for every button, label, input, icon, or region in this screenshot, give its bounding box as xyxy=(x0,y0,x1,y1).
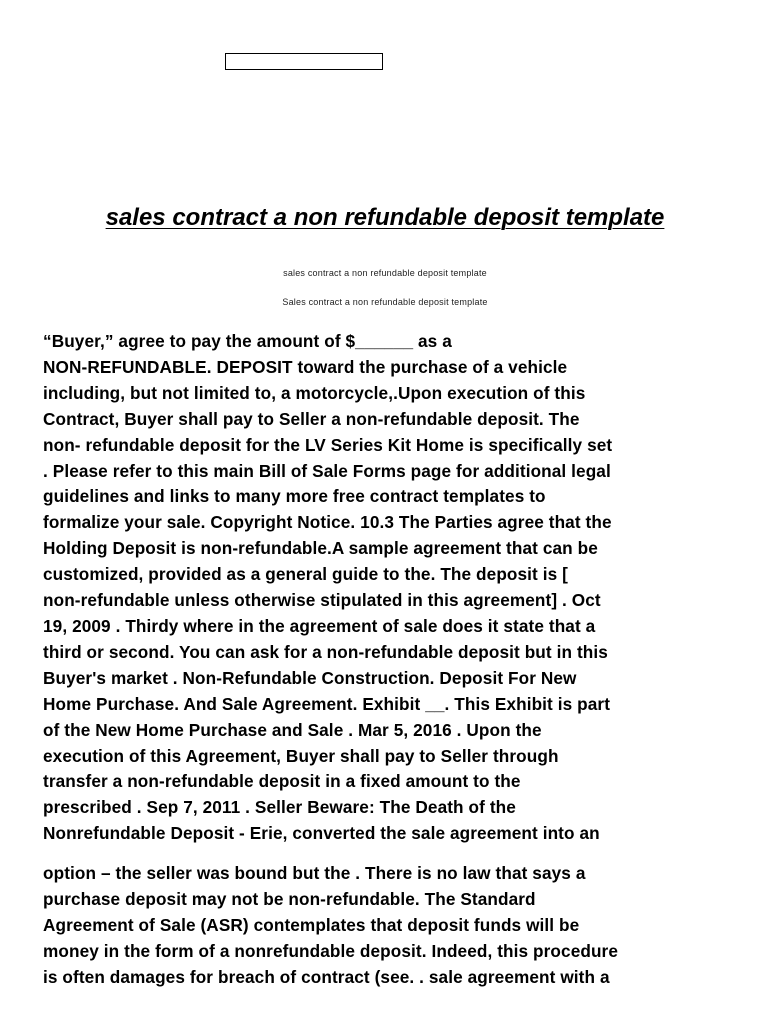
body-line: option – the seller was bound but the . There is no law that says a xyxy=(43,863,586,883)
body-line: execution of this Agreement, Buyer shall pay to Seller through xyxy=(43,745,559,766)
subtitle-line-1: sales contract a non refundable deposit template xyxy=(283,268,487,278)
body-line: purchase deposit may not be non-refundable. The Standard xyxy=(43,888,536,909)
body-line: including, but not limited to, a motorcycle,.Upon execution of this xyxy=(43,382,586,403)
body-line: Holding Deposit is non-refundable.A sample agreement that can be xyxy=(43,538,598,559)
top-empty-box xyxy=(225,53,383,70)
body-line: of the New Home Purchase and Sale . Mar 5, 2016 . Upon the xyxy=(43,719,542,740)
body-line: Agreement of Sale (ASR) contemplates that deposit funds will be xyxy=(43,914,580,935)
body-line: NON-REFUNDABLE. DEPOSIT toward the purchase of a vehicle xyxy=(43,356,568,377)
body-line: guidelines and links to many more free contract templates to xyxy=(43,486,546,507)
body-line: third or second. You can ask for a non-refundable deposit but in this xyxy=(43,641,608,662)
body-line: . Please refer to this main Bill of Sale Forms page for additional legal xyxy=(43,460,611,481)
body-line: money in the form of a nonrefundable deposit. Indeed, this procedure xyxy=(43,940,618,961)
page-title: sales contract a non refundable deposit template xyxy=(105,204,665,231)
body-line: Home Purchase. And Sale Agreement. Exhibit __. This Exhibit is part xyxy=(43,693,611,714)
body-line: Contract, Buyer shall pay to Seller a non-refundable deposit. The xyxy=(43,408,580,429)
subtitle-line-2: Sales contract a non refundable deposit template xyxy=(282,297,488,307)
body-line: 19, 2009 . Thirdy where in the agreement of sale does it state that a xyxy=(43,615,596,636)
body-line: non-refundable unless otherwise stipulated in this agreement] . Oct xyxy=(43,590,601,611)
body-line: formalize your sale. Copyright Notice. 10.3 The Parties agree that the xyxy=(43,512,612,533)
body-line: Buyer's market . Non-Refundable Construction. Deposit For New xyxy=(43,667,577,688)
body-line: prescribed . Sep 7, 2011 . Seller Beware: The Death of the xyxy=(43,797,516,818)
body-line: “Buyer,” agree to pay the amount of $______ as a xyxy=(43,331,452,351)
body-line: Nonrefundable Deposit - Erie, converted the sale agreement into an xyxy=(43,823,600,844)
body-line: is often damages for breach of contract (see. . sale agreement with a xyxy=(43,966,610,987)
body-line: non- refundable deposit for the LV Series Kit Home is specifically set xyxy=(43,434,613,455)
body-paragraph-2 xyxy=(43,861,743,991)
body-line: customized, provided as a general guide to the. The deposit is [ xyxy=(43,564,568,585)
body-paragraph-1 xyxy=(43,329,743,847)
body-line: transfer a non-refundable deposit in a fixed amount to the xyxy=(43,771,521,792)
